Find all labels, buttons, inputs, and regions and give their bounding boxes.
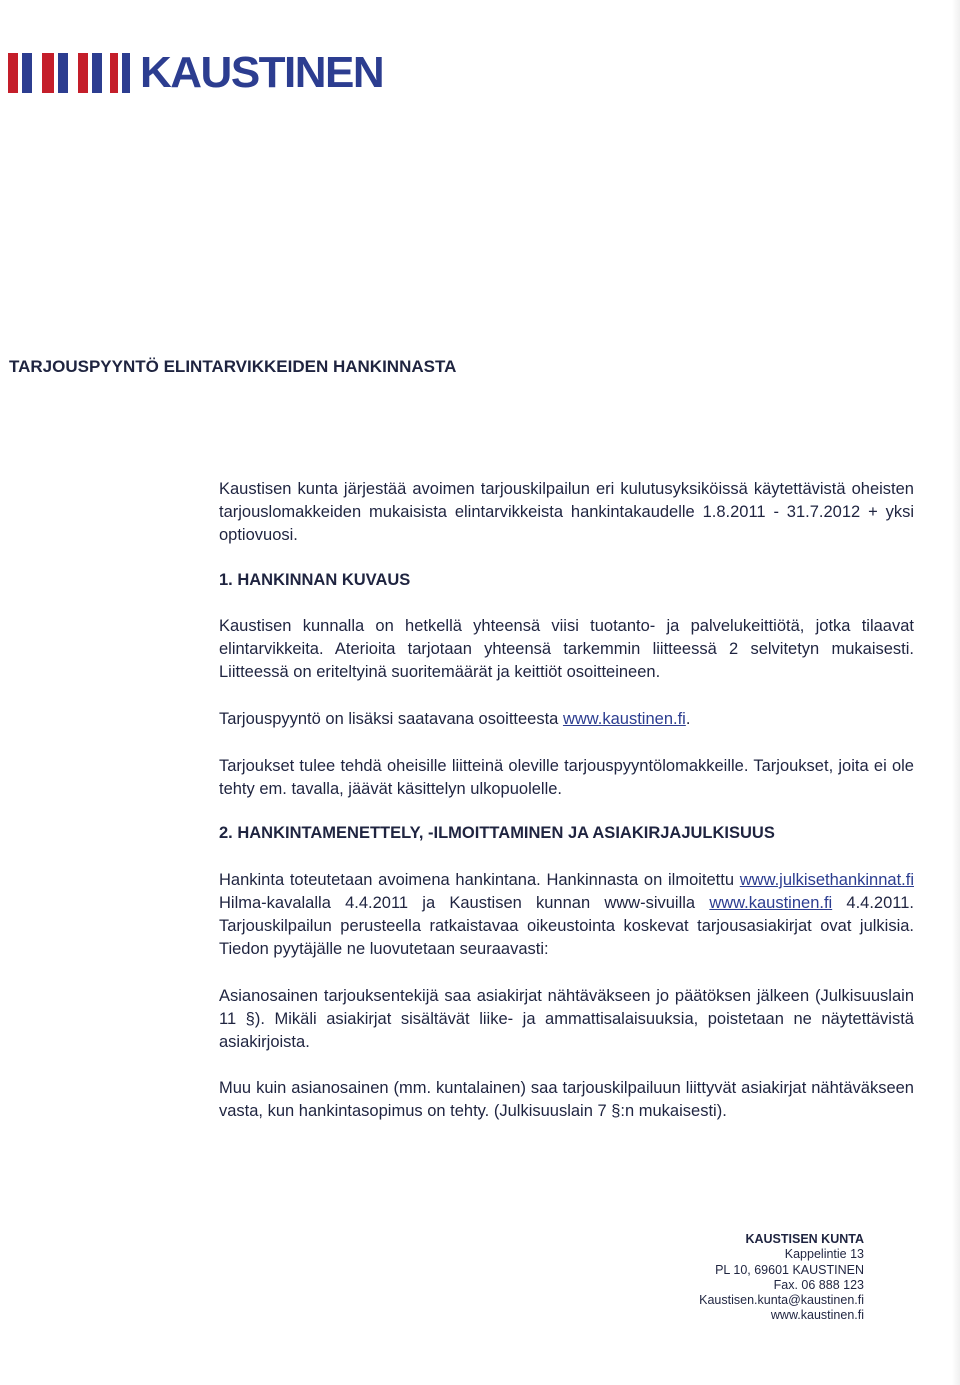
contact-footer xyxy=(699,1232,864,1324)
julkisethankinnat-link[interactable]: www.julkisethankinnat.fi xyxy=(739,871,914,889)
p2-text-after: . xyxy=(685,710,691,728)
logo-text: KAUSTINEN xyxy=(140,48,384,97)
intro-paragraph: Kaustisen kunta järjestää avoimen tarjouskilpailun eri kulutusyksiköissä käytettävistä oheisten tarjouslomakkeiden mukaisista elintarvikkeista hankintakaudelle 1.8.2011 - 31.7.2012 + yksi optiovuosi. xyxy=(219,480,914,544)
section-1-paragraph-3: Tarjoukset tulee tehdä oheisille liitteinä oleville tarjouspyyntölomakkeille. Tarjoukset, joita ei ole tehty em. tavalla, jäävät käsittelyn ulkopuolelle. xyxy=(219,757,914,798)
document-title: TARJOUSPYYNTÖ ELINTARVIKKEIDEN HANKINNASTA xyxy=(9,357,457,376)
s2p1-text-c: 4.4.2011. Tarjouskilpailun perusteella ratkaistavaa oikeustointa koskevat tarjousasiakirjat ovat julkisia. Tiedon pyytäjälle ne luovutetaan seuraavasti: xyxy=(219,894,914,958)
p2-text-before: Tarjouspyyntö on lisäksi saatavana osoitteesta xyxy=(219,710,563,728)
section-2-heading: 2. HANKINTAMENETTELY, -ILMOITTAMINEN JA ASIAKIRJAJULKISUUS xyxy=(219,824,775,842)
section-1-paragraph-2 xyxy=(219,708,914,731)
kaustinen-website-link[interactable]: www.kaustinen.fi xyxy=(562,710,686,728)
section-2-paragraph-2: Asianosainen tarjouksentekijä saa asiakirjat nähtäväkseen jo päätöksen jälkeen (Julkisuuslain 11 §). Mikäli asiakirjat sisältävät liike- ja ammattisalaisuuksia, poistetaan ne näytettävistä asiakirjoista. xyxy=(219,987,914,1051)
section-1-paragraph-1: Kaustisen kunnalla on hetkellä yhteensä viisi tuotanto- ja palvelukeittiötä, jotka tilaavat elintarvikkeita. Aterioita tarjotaan yhteensä tarkemmin liitteessä 2 selvitetyn mukaisesti. Liitteessä on eriteltyinä suoritemäärät ja keittiöt osoitteineen. xyxy=(219,617,914,681)
section-2-paragraph-3: Muu kuin asianosainen (mm. kuntalainen) saa tarjouskilpailuun liittyvät asiakirjat nähtäväkseen vasta, kun hankintasopimus on tehty. (Julkisuuslain 7 §:n mukaisesti). xyxy=(219,1079,914,1120)
kaustinen-logo xyxy=(8,50,383,96)
footer-fax: Fax. 06 888 123 xyxy=(773,1277,864,1292)
kaustinen-website-link-2[interactable]: www.kaustinen.fi xyxy=(709,894,833,912)
footer-web: www.kaustinen.fi xyxy=(770,1308,864,1323)
s2p1-text-a: Hankinta toteutetaan avoimena hankintana. Hankinnasta on ilmoitettu xyxy=(219,871,740,889)
footer-email: Kaustisen.kunta@kaustinen.fi xyxy=(699,1293,864,1308)
logo-flag-stripes-icon xyxy=(8,53,130,93)
footer-postal: PL 10, 69601 KAUSTINEN xyxy=(715,1262,864,1277)
section-1-heading: 1. HANKINNAN KUVAUS xyxy=(219,571,411,589)
footer-street: Kappelintie 13 xyxy=(784,1247,864,1262)
page-edge-shadow xyxy=(952,0,960,1385)
section-2-paragraph-1 xyxy=(219,869,914,961)
footer-org-name: KAUSTISEN KUNTA xyxy=(745,1232,864,1246)
s2p1-text-b: Hilma-kavalalla 4.4.2011 ja Kaustisen kunnan www-sivuilla xyxy=(219,894,710,912)
